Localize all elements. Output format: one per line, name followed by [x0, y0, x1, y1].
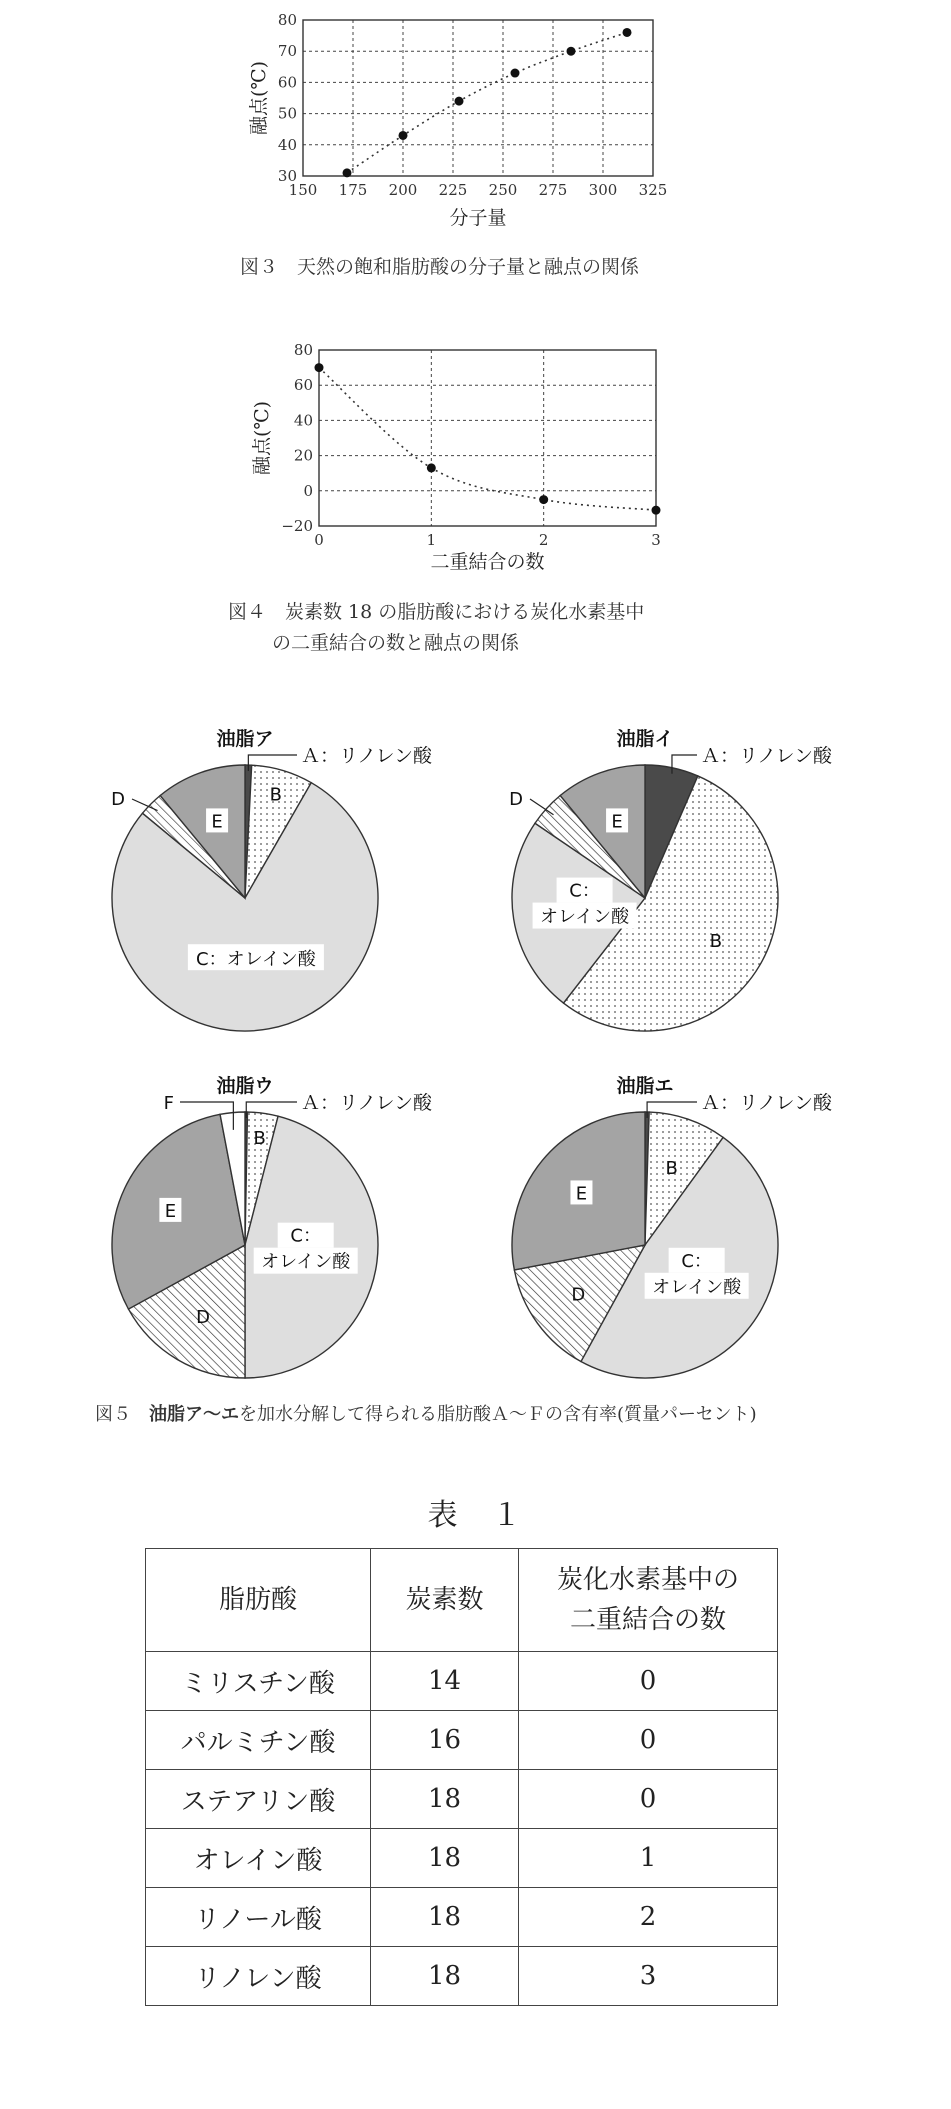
y-axis-title: 融点(℃): [251, 400, 273, 476]
plot-frame: [319, 350, 656, 526]
figure-4-chart: [0, 330, 951, 590]
data-point: [343, 168, 352, 177]
x-tick-label: 3: [651, 531, 661, 549]
header-carbon-number: 炭素数: [371, 1549, 519, 1652]
slice-label-B: B: [269, 784, 282, 806]
slice-label-D: D: [571, 1284, 586, 1306]
data-point: [511, 69, 520, 78]
slice-label-B: B: [709, 930, 723, 952]
carbon-number: 18: [371, 1829, 519, 1888]
slice-label-C-name: オレイン酸: [652, 1276, 742, 1298]
slice-label-B: B: [665, 1157, 678, 1179]
x-tick-label: 200: [388, 181, 418, 199]
carbon-number: 16: [371, 1711, 519, 1770]
fatty-acid-name: リノール酸: [146, 1888, 371, 1947]
x-tick-label: 300: [588, 181, 618, 199]
figure-4-caption-line1: 図４ 炭素数 18 の脂肪酸における炭化水素基中: [228, 601, 645, 623]
slice-label-C-key: C：: [569, 880, 600, 902]
x-tick-label: 0: [314, 531, 324, 549]
plot-frame: [303, 20, 653, 176]
y-axis-title: 融点(℃): [248, 60, 270, 136]
header-double-bonds-line1: 炭化水素基中の: [556, 1565, 739, 1595]
x-tick-label: 325: [638, 181, 668, 199]
data-point: [539, 495, 548, 504]
slice-label-E: E: [575, 1183, 588, 1205]
slice-label-C-key: C：: [290, 1225, 321, 1247]
table-row: [146, 1829, 778, 1888]
data-point: [427, 463, 436, 472]
table-row: [146, 1947, 778, 2006]
double-bond-count: 1: [519, 1829, 778, 1888]
header-double-bonds-line2: 二重結合の数: [569, 1605, 726, 1635]
y-tick-label: 60: [277, 73, 297, 92]
slice-label-C-name: オレイン酸: [261, 1251, 351, 1273]
slice-label-B: B: [253, 1127, 266, 1149]
x-tick-label: 2: [538, 531, 549, 549]
fatty-acid-name: リノレン酸: [146, 1947, 371, 2006]
data-point: [399, 131, 408, 140]
figure-3-caption: 図３ 天然の飽和脂肪酸の分子量と融点の関係: [240, 256, 640, 278]
double-bond-count: 0: [519, 1652, 778, 1711]
header-fatty-acid: 脂肪酸: [146, 1549, 371, 1652]
data-point: [315, 363, 324, 372]
slice-label-A: Ａ：リノレン酸: [701, 1092, 833, 1114]
table-row: [146, 1652, 778, 1711]
pie-title: 油脂イ: [616, 728, 674, 750]
slice-label-E: E: [164, 1200, 177, 1222]
table-1-title: 表 １: [427, 1498, 524, 1533]
data-point: [652, 506, 661, 515]
y-tick-label: 80: [293, 341, 313, 359]
y-tick-label: 60: [293, 376, 313, 395]
y-tick-label: 0: [303, 481, 313, 500]
carbon-number: 18: [371, 1947, 519, 2006]
fatty-acid-table: [145, 1548, 778, 2006]
figure-5-caption-bold: 油脂ア～エ: [149, 1404, 239, 1425]
data-point: [455, 97, 464, 106]
fatty-acid-name: オレイン酸: [146, 1829, 371, 1888]
double-bond-count: 3: [519, 1947, 778, 2006]
slice-label-F: F: [163, 1093, 174, 1114]
figure-5-caption: [95, 1400, 757, 1426]
slice-label-C: C：オレイン酸: [196, 949, 316, 971]
double-bond-count: 0: [519, 1711, 778, 1770]
slice-label-A: Ａ：リノレン酸: [301, 745, 433, 767]
x-tick-label: 250: [488, 181, 518, 199]
x-tick-label: 150: [288, 181, 318, 199]
table-row: [146, 1888, 778, 1947]
figure-5-caption-rest: を加水分解して得られる脂肪酸Ａ～Ｆの含有率(質量パーセント): [239, 1404, 757, 1425]
x-tick-label: 175: [338, 181, 368, 199]
y-tick-label: 40: [277, 135, 297, 154]
carbon-number: 18: [371, 1888, 519, 1947]
figure-4-caption-line2: の二重結合の数と融点の関係: [272, 632, 520, 654]
table-header-row: [146, 1549, 778, 1652]
carbon-number: 18: [371, 1770, 519, 1829]
trend-line: [319, 368, 656, 511]
pie-title: 油脂エ: [616, 1075, 674, 1097]
slice-label-D: D: [111, 789, 125, 810]
pie-title: 油脂ア: [216, 728, 274, 750]
figure-5-pies: [0, 715, 951, 1395]
trend-line: [347, 32, 627, 172]
fatty-acid-name: パルミチン酸: [146, 1711, 371, 1770]
y-tick-label: 70: [277, 42, 297, 61]
slice-label-C-name: オレイン酸: [540, 906, 630, 928]
table-row: [146, 1711, 778, 1770]
x-tick-label: 1: [426, 531, 437, 549]
slice-label-A: Ａ：リノレン酸: [301, 1092, 433, 1114]
data-point: [567, 47, 576, 56]
x-axis-title: 分子量: [449, 207, 507, 229]
x-tick-label: 225: [438, 181, 468, 199]
pie-title: 油脂ウ: [216, 1075, 274, 1097]
double-bond-count: 0: [519, 1770, 778, 1829]
slice-label-E: E: [611, 811, 623, 833]
slice-label-D: D: [509, 789, 523, 810]
y-tick-label: −20: [281, 517, 313, 535]
y-tick-label: 80: [277, 11, 297, 29]
double-bond-count: 2: [519, 1888, 778, 1947]
slice-label-E: E: [211, 811, 223, 833]
x-axis-title: 二重結合の数: [430, 551, 545, 573]
slice-label-C-key: C：: [681, 1250, 712, 1272]
fatty-acid-name: ミリスチン酸: [146, 1652, 371, 1711]
header-double-bonds: [519, 1549, 778, 1652]
data-point: [623, 28, 632, 37]
y-tick-label: 20: [293, 446, 313, 465]
slice-label-D: D: [196, 1306, 210, 1328]
fatty-acid-name: ステアリン酸: [146, 1770, 371, 1829]
y-tick-label: 30: [277, 167, 297, 185]
y-tick-label: 50: [277, 104, 297, 123]
x-tick-label: 275: [538, 181, 568, 199]
slice-label-A: Ａ：リノレン酸: [701, 745, 833, 767]
table-row: [146, 1770, 778, 1829]
figure-5-caption-prefix: 図５: [95, 1404, 149, 1425]
carbon-number: 14: [371, 1652, 519, 1711]
y-tick-label: 40: [293, 411, 313, 430]
